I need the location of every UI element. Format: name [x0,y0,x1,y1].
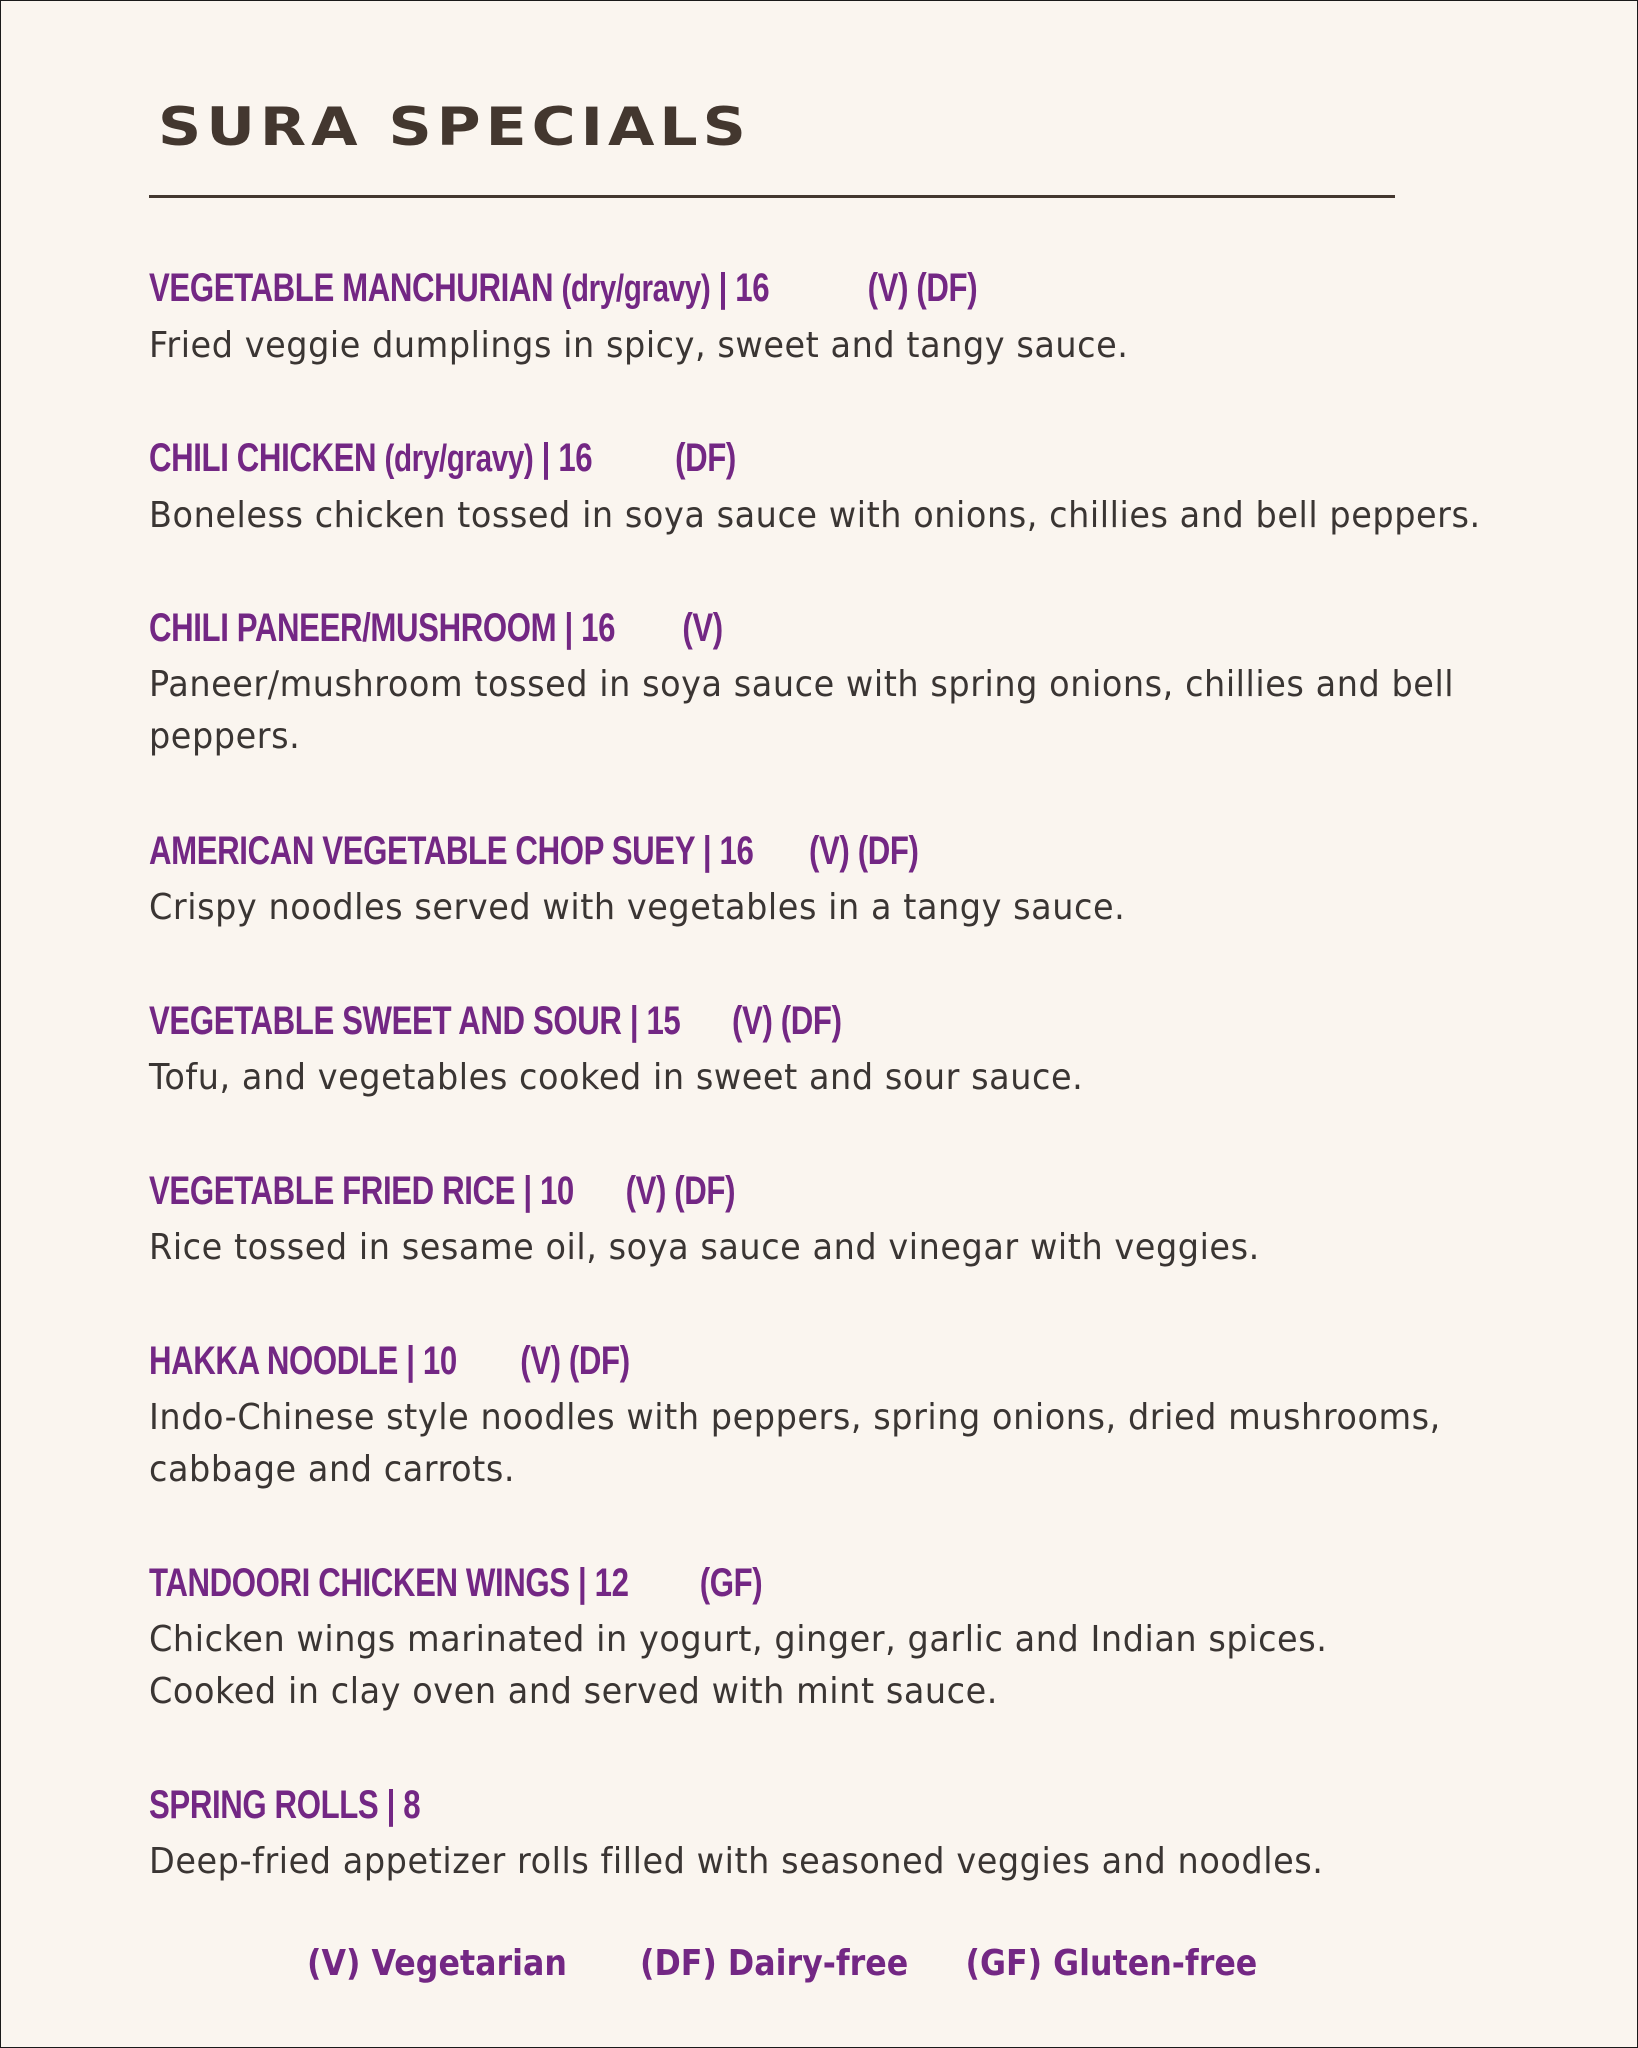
item-name: AMERICAN VEGETABLE CHOP SUEY [149,829,695,873]
menu-item [149,1166,1609,1274]
title-divider [149,195,1395,198]
item-name: VEGETABLE MANCHURIAN [149,266,554,310]
item-description: Deep-fried appetizer rolls filled with seasoned veggies and noodles. [149,1841,1324,1882]
item-name: HAKKA NOODLE [149,1339,398,1383]
menu-title: SURA SPECIALS [158,96,751,159]
price-separator: | [564,606,573,650]
item-diet-tags: (V) (DF) [867,266,978,310]
item-description: Crispy noodles served with vegetables in a tangy sauce. [149,887,1126,928]
item-diet-tags: (DF) [675,436,736,480]
item-diet-tags: (V) (DF) [808,829,919,873]
item-price: 12 [594,1561,629,1605]
menu-item [149,433,1609,542]
item-heading [149,263,1288,314]
item-diet-tags: (V) (DF) [732,999,842,1043]
item-price: 10 [422,1339,457,1383]
item-variant: (dry/gravy) [561,268,711,310]
menu-item [149,263,1609,372]
item-heading [149,433,1288,484]
item-description: Tofu, and vegetables cooked in sweet and sour sauce. [149,1057,1084,1098]
price-separator: | [541,436,551,480]
item-price: 16 [581,606,616,650]
item-heading [149,1780,1288,1830]
menu-item [149,996,1609,1104]
price-separator: | [629,999,639,1043]
item-price: 16 [558,436,593,480]
price-separator: | [702,829,712,873]
item-description: Fried veggie dumplings in spicy, sweet and tangy sauce. [149,325,1129,366]
item-price: 16 [735,266,770,310]
item-description: Chicken wings marinated in yogurt, ginger, garlic and Indian spices. Cooked in clay oven and served with mint sauce. [149,1619,1328,1712]
price-separator: | [577,1561,587,1605]
item-price: 8 [403,1783,421,1827]
item-name: VEGETABLE FRIED RICE [149,1169,516,1213]
item-price: 15 [646,999,681,1043]
item-description: Indo-Chinese style noodles with peppers, spring onions, dried mushrooms, cabbage and carrots. [149,1397,1441,1490]
item-name: SPRING ROLLS [149,1783,379,1827]
item-name: VEGETABLE SWEET AND SOUR [149,999,622,1043]
item-name: CHILI CHICKEN [149,436,377,480]
menu-item [149,603,1609,763]
item-description: Boneless chicken tossed in soya sauce with onions, chillies and bell peppers. [149,495,1481,536]
menu-item [149,1336,1609,1496]
legend-dairy-free: (DF) Dairy-free [639,1943,909,1984]
item-price: 16 [719,829,754,873]
item-diet-tags: (GF) [699,1561,763,1605]
item-heading [149,1166,1288,1216]
menu-item [149,826,1609,934]
legend-gluten-free: (GF) Gluten-free [965,1943,1258,1984]
price-separator: | [718,266,727,310]
item-variant: (dry/gravy) [384,438,534,480]
item-name: TANDOORI CHICKEN WINGS [149,1561,570,1605]
legend-vegetarian: (V) Vegetarian [307,1943,567,1984]
diet-legend [307,1943,1257,1984]
item-diet-tags: (V) [682,606,723,650]
menu-item [149,1780,1609,1888]
item-heading [149,1558,1288,1608]
item-name: CHILI PANEER/MUSHROOM [149,606,557,650]
price-separator: | [406,1339,415,1383]
item-diet-tags: (V) (DF) [520,1339,630,1383]
item-heading [149,826,1288,876]
menu-item [149,1558,1609,1718]
item-heading [149,996,1288,1046]
item-description: Rice tossed in sesame oil, soya sauce and vinegar with veggies. [149,1227,1260,1268]
price-separator: | [523,1169,532,1213]
price-separator: | [386,1783,395,1827]
item-heading [149,1336,1288,1386]
item-price: 10 [539,1169,574,1213]
item-diet-tags: (V) (DF) [625,1169,736,1213]
item-description: Paneer/mushroom tossed in soya sauce with spring onions, chillies and bell peppers. [149,664,1455,757]
item-heading [149,603,1288,653]
